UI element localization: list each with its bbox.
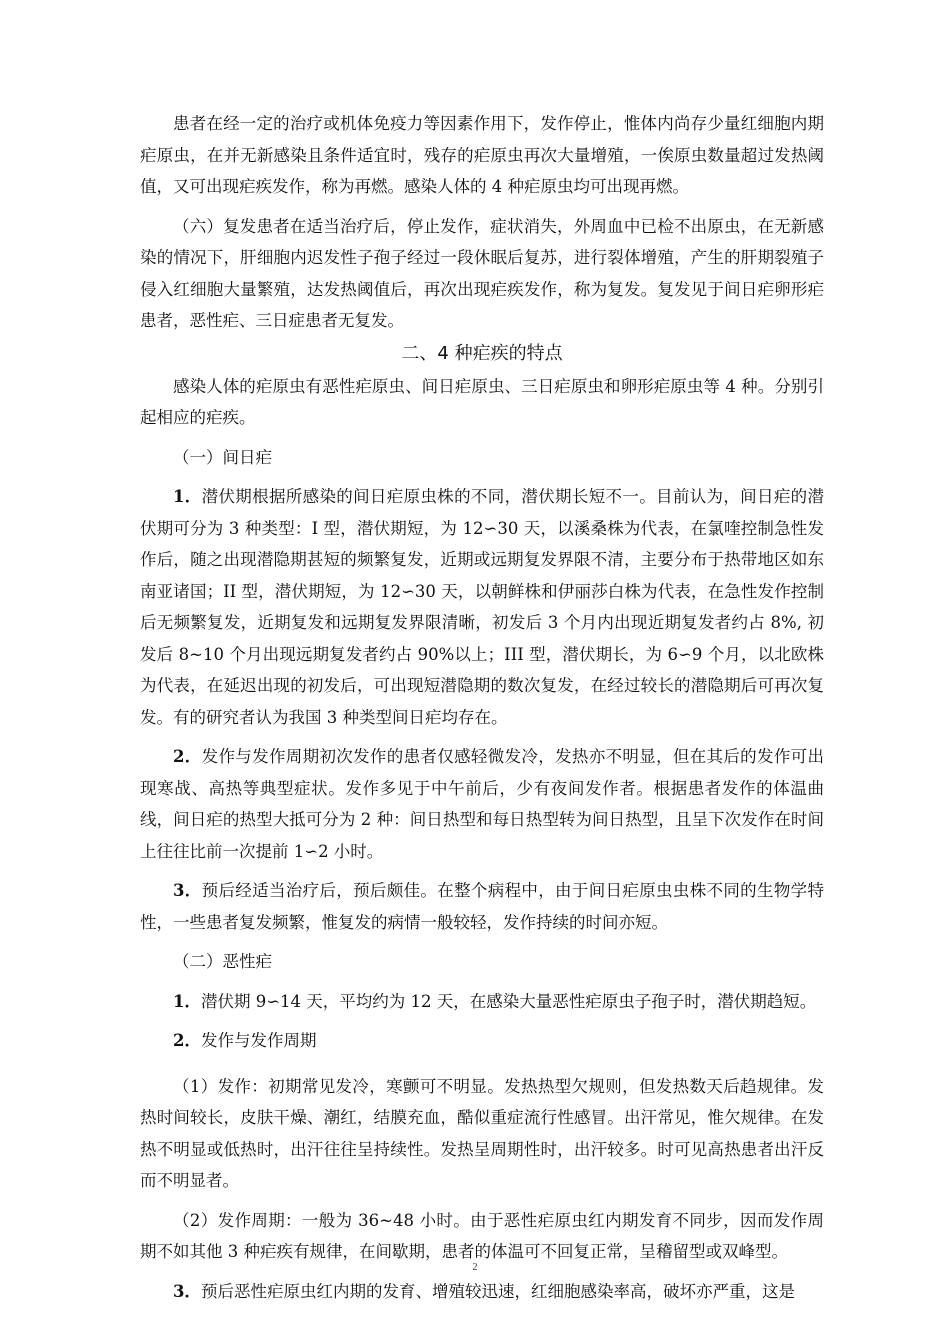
subheading-falciparum: （二）恶性疟 <box>173 952 272 971</box>
document-body <box>140 108 824 1307</box>
paragraph-relapse: （六）复发患者在适当治疗后，停止发作，症状消失，外周血中已检不出原虫，在无新感染的情况下，肝细胞内迟发性子孢子经过一段休眠后复苏，进行裂体增殖，产生的肝期裂殖子侵入红细胞大量繁殖，达发热阈值后，再次出现疟疾发作，称为复发。复发见于间日疟卵形疟患者，恶性疟、三日症患者无复发。 <box>140 216 824 330</box>
paragraph-vivax-attack: 2．发作与发作周期初次发作的患者仅感轻微发冷，发热亦不明显，但在其后的发作可出现寒战、高热等典型症状。发作多见于中午前后，少有夜间发作者。根据患者发作的体温曲线，间日疟的热型大抵可分为 2 种：间日热型和每日热型转为间日热型，且呈下次发作在时间上往往比前一次提前 1∽2 小时。 <box>140 747 824 861</box>
section-heading: 二、4 种疟疾的特点 <box>401 342 563 364</box>
paragraph-falciparum-attack-title: 2．发作与发作周期 <box>173 1031 317 1050</box>
paragraph-vivax-prognosis: 3．预后经适当治疗后，预后颇佳。在整个病程中，由于间日疟原虫虫株不同的生物学特性，一些患者复发频繁，惟复发的病情一般较轻，发作持续的时间亦短。 <box>140 881 824 932</box>
paragraph-falciparum-cycle: （2）发作周期：一般为 36~48 小时。由于恶性疟原虫红内期发育不同步，因而发作周期不如其他 3 种疟疾有规律，在间歇期，患者的体温可不回复正常，呈稽留型或双峰型。 <box>140 1210 824 1261</box>
paragraph-falciparum-incubation: 1．潜伏期 9∽14 天，平均约为 12 天，在感染大量恶性疟原虫子孢子时，潜伏期趋短。 <box>173 991 817 1011</box>
paragraph-recrudescence: 患者在经一定的治疗或机体免疫力等因素作用下，发作停止，惟体内尚存少量红细胞内期疟原虫，在并无新感染且条件适宜时，残存的疟原虫再次大量增殖，一俟原虫数量超过发热阈值，又可出现疟疾发作，称为再燃。感染人体的 4 种疟原虫均可出现再燃。 <box>140 114 824 196</box>
paragraph-falciparum-attack: （1）发作：初期常见发冷，寒颤可不明显。发热热型欠规则，但发热数天后趋规律。发热时间较长，皮肤干燥、潮红，结膜充血，酷似重症流行性感冒。出汗常见，惟欠规律。在发热不明显或低热时，出汗往往呈持续性。发热呈周期性时，出汗较多。时可见高热患者出汗反而不明显者。 <box>140 1076 824 1190</box>
subheading-vivax: （一）间日疟 <box>173 447 272 467</box>
page-number: 2 <box>472 1262 478 1273</box>
paragraph-intro: 感染人体的疟原虫有恶性疟原虫、间日疟原虫、三日疟原虫和卵形疟原虫等 4 种。分别引起相应的疟疾。 <box>140 376 824 427</box>
paragraph-vivax-incubation: 1．潜伏期根据所感染的间日疟原虫株的不同，潜伏期长短不一。目前认为，间日疟的潜伏期可分为 3 种类型：I 型，潜伏期短，为 12∽30 天，以溪桑株为代表，在氯喹控制急性发作后，随之出现潜隐期甚短的频繁复发，近期或远期复发界限不清，主要分布于热带地区如东南亚诸国；II 型，潜伏期短，为 12∽30 天，以朝鲜株和伊丽莎白株为代表，在急性发作控制后无频繁复发，近期复发和远期复发界限清晰，初发后 3 个月内出现近期复发者约占 8%, 初发后 8~10 个月出现远期复发者约占 90%以上；III 型，潜伏期长，为 6∽9 个月，以北欧株为代表，在延迟出现的初发后，可出现短潜隐期的数次复发，在经过较长的潜隐期后可再次复发。有的研究者认为我国 3 种类型间日疟均存在。 <box>140 487 824 727</box>
paragraph-falciparum-prognosis: 3．预后恶性疟原虫红内期的发育、增殖较迅速，红细胞感染率高，破坏亦严重，这是 <box>173 1281 795 1301</box>
